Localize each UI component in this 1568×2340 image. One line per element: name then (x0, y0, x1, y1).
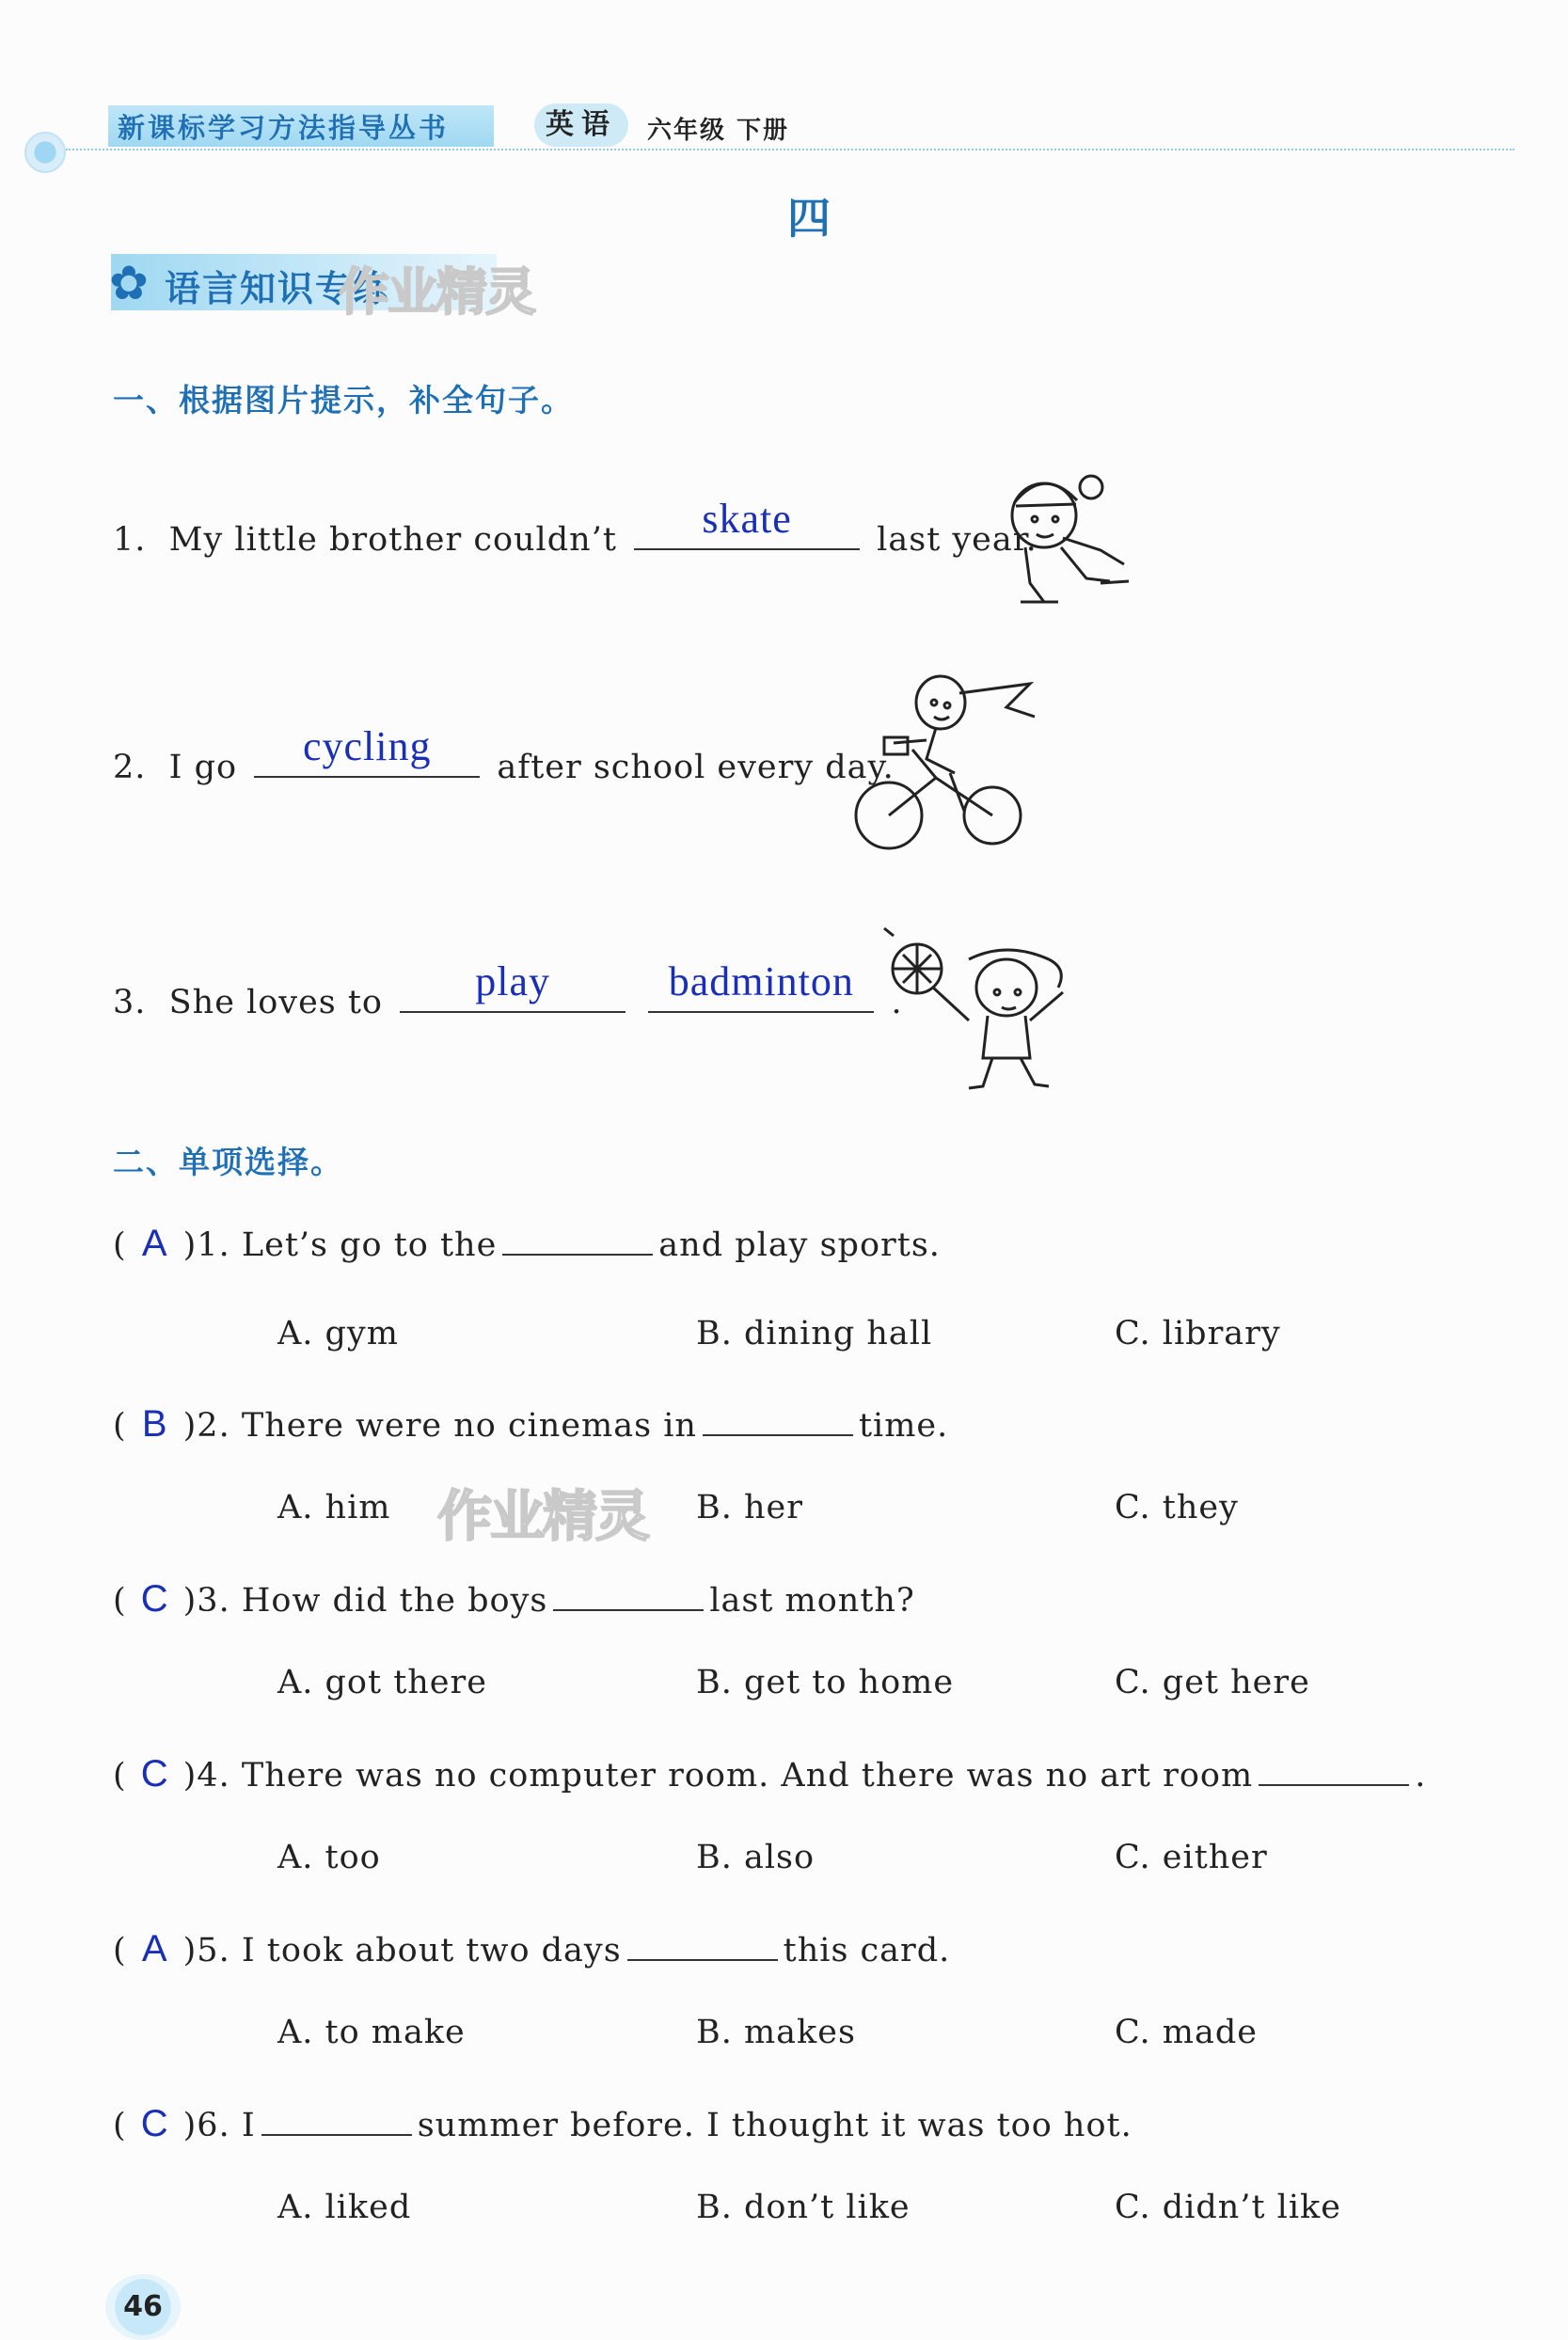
question-stem: ( A )1. Let’s go to the and play sports. (113, 1223, 941, 1264)
option-c[interactable]: C. library (1115, 1315, 1281, 1352)
choice-answer[interactable]: A (141, 1223, 168, 1264)
choice-answer[interactable]: A (141, 1928, 168, 1969)
answer-blank[interactable] (1259, 1751, 1409, 1786)
option-a[interactable]: A. gym (277, 1315, 399, 1352)
option-a[interactable]: A. him (277, 1489, 391, 1526)
answer-blank[interactable] (553, 1576, 704, 1611)
watermark: 作业精灵 (437, 1484, 649, 1548)
option-a[interactable]: A. too (277, 1839, 381, 1876)
page-number: 46 (105, 2274, 181, 2340)
header-divider (66, 149, 1514, 150)
subject-label: 英语 (534, 103, 628, 147)
choice-answer[interactable]: C (140, 2103, 169, 2144)
unit-title: 四 (787, 193, 831, 244)
badminton-girl-icon (865, 917, 1082, 1096)
option-c[interactable]: C. didn’t like (1115, 2189, 1341, 2226)
option-c[interactable]: C. either (1115, 1839, 1268, 1876)
header-decoration-circle (24, 132, 66, 173)
answer-blank[interactable] (703, 1401, 853, 1436)
question-2: ( B )2. There were no cinemas in time. (113, 1403, 949, 1445)
option-a[interactable]: A. liked (277, 2189, 412, 2226)
option-a[interactable]: A. got there (277, 1664, 487, 1701)
answer-blank[interactable]: cycling (254, 743, 480, 778)
option-c[interactable]: C. get here (1115, 1664, 1310, 1701)
answer-blank[interactable]: play (400, 978, 626, 1013)
option-a[interactable]: A. to make (277, 2014, 466, 2051)
question-5: ( A )5. I took about two days this card. (113, 1928, 951, 1969)
option-c[interactable]: C. made (1115, 2014, 1258, 2051)
star-icon: ✿ (109, 256, 149, 310)
option-c[interactable]: C. they (1115, 1489, 1239, 1526)
cycling-girl-icon (851, 670, 1049, 858)
fill-item-1: 1. My little brother couldn’t skate last year. (113, 496, 1037, 559)
banner-title: 语言知识专练 (165, 268, 391, 309)
choice-answer[interactable]: C (140, 1753, 169, 1795)
option-b[interactable]: B. dining hall (696, 1315, 933, 1352)
watermark: 作业精灵 (339, 262, 534, 322)
option-b[interactable]: B. her (696, 1489, 803, 1526)
fill-item-2: 2. I go cycling after school every day. (113, 723, 895, 786)
question-6: ( C )6. I summer before. I thought it was too hot. (113, 2103, 1132, 2144)
series-title: 新课标学习方法指导丛书 (118, 112, 450, 144)
answer-blank[interactable] (502, 1221, 653, 1256)
question-4: ( C )4. There was no computer room. And there was no art room . (113, 1753, 1427, 1795)
question-3: ( C )3. How did the boys last month? (113, 1578, 915, 1620)
answer-blank[interactable] (261, 2101, 412, 2136)
fill-item-3: 3. She loves to play badminton . (113, 958, 903, 1021)
skating-kid-icon (988, 461, 1138, 611)
answer-blank[interactable]: skate (634, 515, 860, 550)
option-b[interactable]: B. get to home (696, 1664, 955, 1701)
option-b[interactable]: B. also (696, 1839, 816, 1876)
choice-answer[interactable]: C (140, 1578, 169, 1620)
question-1 (113, 1221, 941, 1265)
option-b[interactable]: B. makes (696, 2014, 856, 2051)
section1-heading: 一、根据图片提示，补全句子。 (113, 382, 574, 419)
grade-label: 六年级 下册 (647, 117, 790, 145)
answer-blank[interactable] (627, 1926, 778, 1961)
answer-blank[interactable]: badminton (648, 978, 874, 1013)
choice-answer[interactable]: B (141, 1403, 168, 1445)
option-b[interactable]: B. don’t like (696, 2189, 911, 2226)
section2-heading: 二、单项选择。 (113, 1144, 343, 1180)
